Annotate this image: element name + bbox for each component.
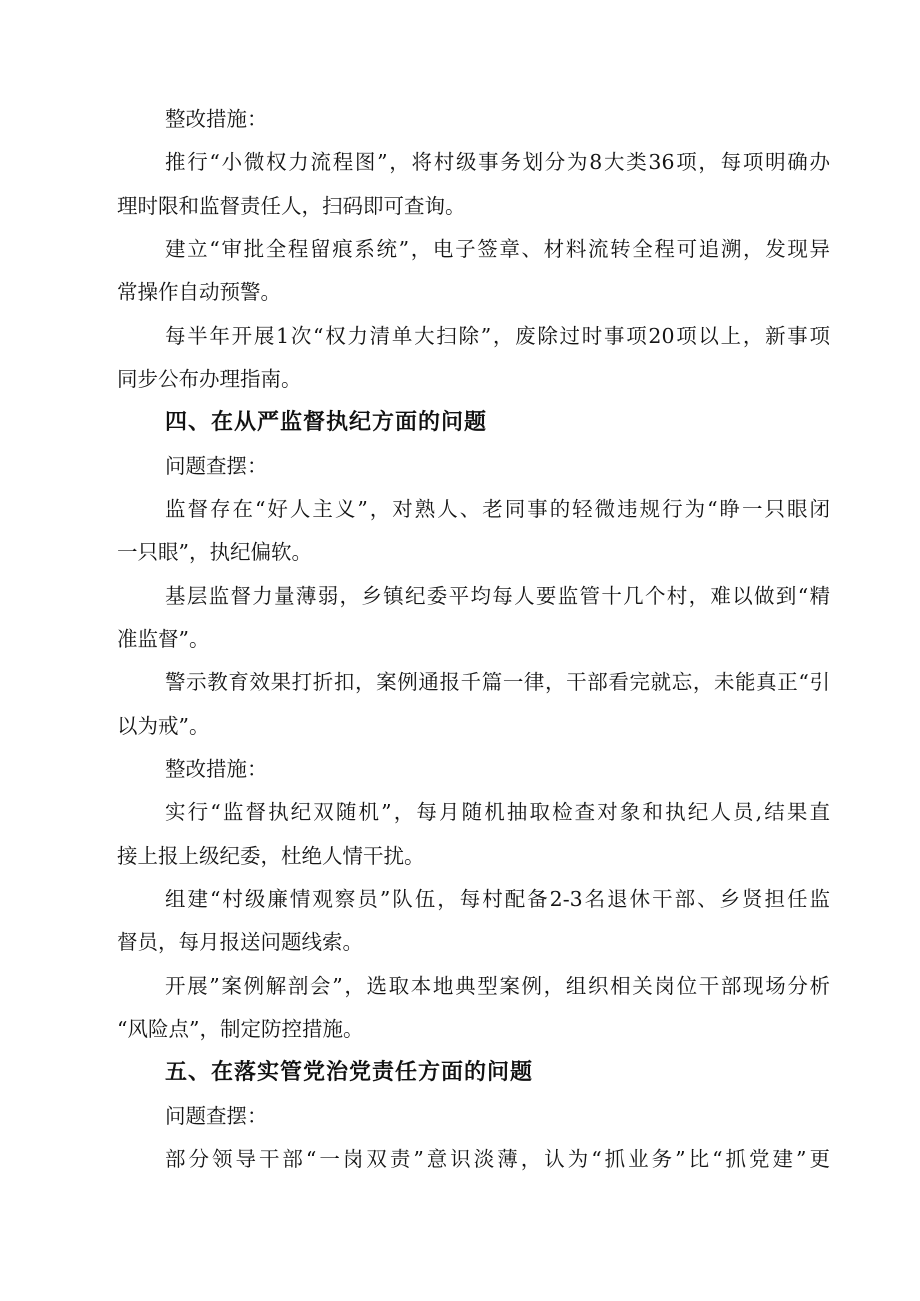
paragraph-line: 基层监督力量薄弱，乡镇纪委平均每人要监管十几个村，难以做到“精 (165, 583, 830, 608)
paragraph (117, 1138, 830, 1181)
subsection-label (117, 445, 830, 488)
paragraph-line: 理时限和监督责任人，扫码即可查询。 (117, 193, 466, 218)
heading-line: 五、在落实管党治党责任方面的问题 (165, 1060, 534, 1086)
paragraph (117, 661, 830, 748)
subsection-label (117, 98, 830, 141)
label-line: 问题查摆： (165, 1103, 268, 1128)
paragraph (117, 488, 830, 575)
heading-line: 四、在从严监督执纪方面的问题 (165, 410, 488, 436)
paragraph-line: 同步公布办理指南。 (117, 366, 302, 391)
paragraph (117, 965, 830, 1052)
paragraph-line: 推行“小微权力流程图”，将村级事务划分为8大类36项，每项明确办 (165, 150, 830, 175)
subsection-label (117, 748, 830, 791)
paragraph-line: 准监督”。 (117, 626, 210, 651)
paragraph (117, 575, 830, 662)
paragraph-line: 监督存在“好人主义”，对熟人、老同事的轻微违规行为“睁一只眼闭 (165, 496, 830, 521)
paragraph-line: 督员，每月报送问题线索。 (117, 930, 363, 955)
paragraph-line: 警示教育效果打折扣，案例通报千篇一律，干部看完就忘，未能真正“引 (165, 670, 830, 695)
paragraph (117, 878, 830, 965)
paragraph-line: 一只眼”，执纪偏软。 (117, 540, 312, 565)
paragraph-line: “风险点”，制定防控措施。 (117, 1016, 364, 1041)
label-line: 问题查摆： (165, 453, 268, 478)
section-heading (117, 1051, 830, 1094)
paragraph (117, 141, 830, 228)
paragraph (117, 791, 830, 878)
paragraph-line: 接上报上级纪委，杜绝人情干扰。 (117, 843, 425, 868)
label-line: 整改措施： (165, 756, 268, 781)
paragraph (117, 315, 830, 402)
section-heading (117, 401, 830, 444)
paragraph-line: 组建“村级廉情观察员”队伍，每村配备2-3名退休干部、乡贤担任监 (165, 886, 830, 911)
paragraph-line: 实行“监督执纪双随机”，每月随机抽取检查对象和执纪人员,结果直 (165, 800, 830, 825)
subsection-label (117, 1095, 830, 1138)
paragraph-line: 常操作自动预警。 (117, 280, 281, 305)
paragraph-line: 建立“审批全程留痕系统”，电子签章、材料流转全程可追溯，发现异 (165, 236, 830, 261)
paragraph (117, 228, 830, 315)
paragraph-line: 部分领导干部“一岗双责”意识淡薄，认为“抓业务”比“抓党建”更 (165, 1146, 830, 1171)
paragraph-line: 每半年开展1次“权力清单大扫除”，废除过时事项20项以上，新事项 (165, 323, 830, 348)
label-line: 整改措施： (165, 107, 268, 131)
document-body (117, 98, 830, 1181)
paragraph-line: 开展”案例解剖会”，选取本地典型案例，组织相关岗位干部现场分析 (165, 973, 830, 998)
paragraph-line: 以为戒”。 (117, 713, 210, 738)
